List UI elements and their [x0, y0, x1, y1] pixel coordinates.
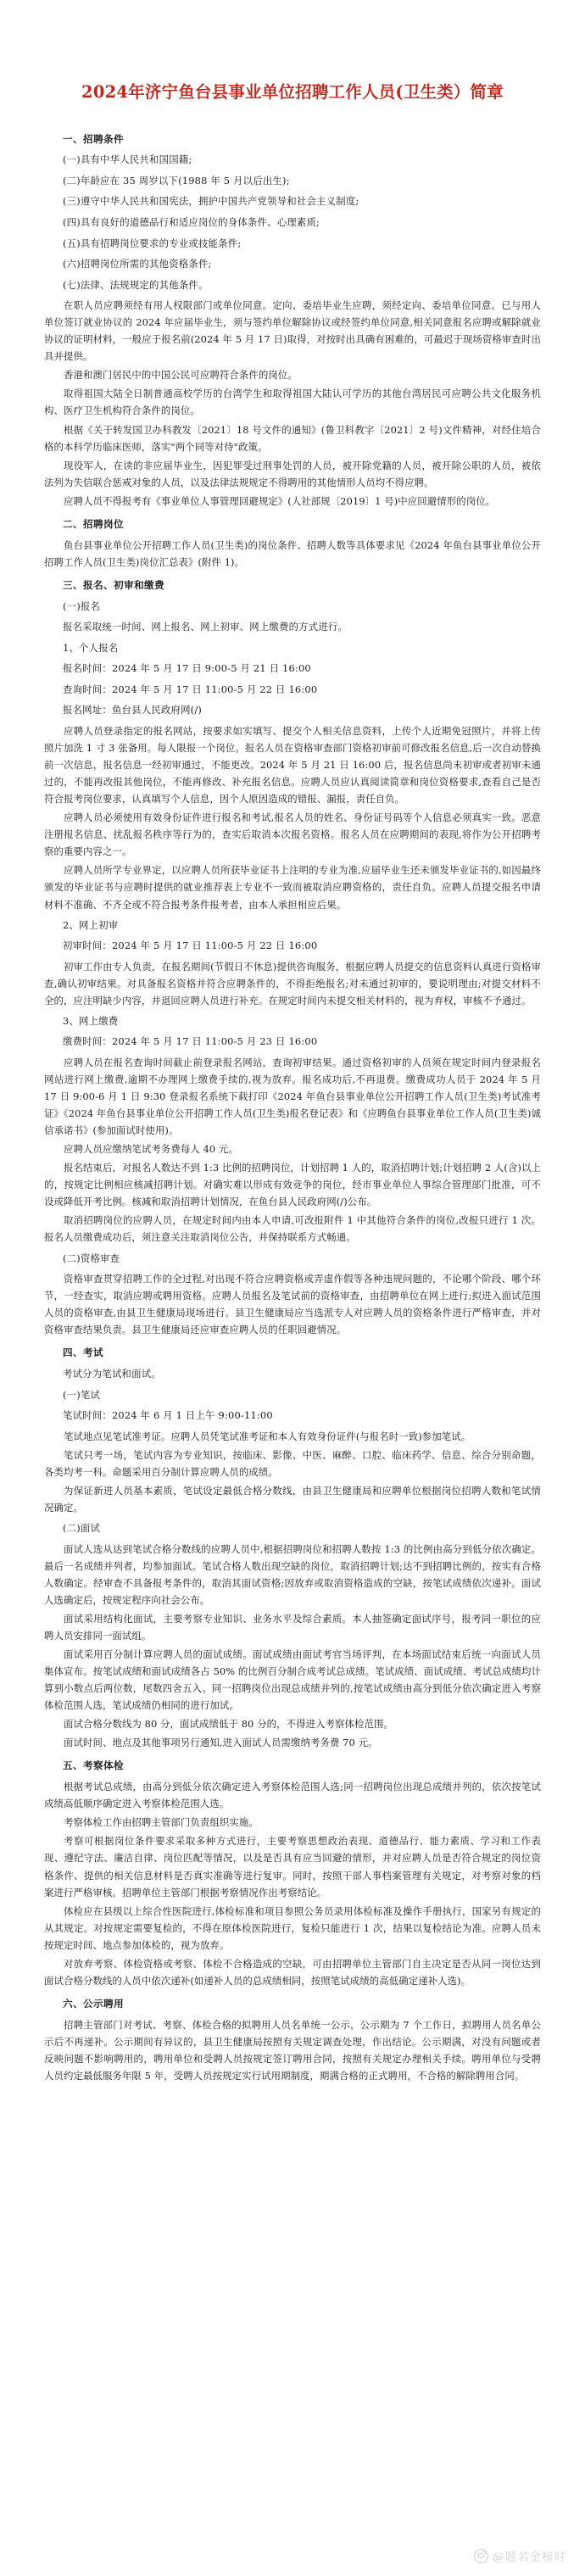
- paragraph-interview-candidates: 面试人选从达到笔试合格分数线的应聘人员中,根据招聘岗位和招聘人数按 1:3 的比例由高分到低分依次确定。最后一名成绩并列者，均参加面试。笔试合格人数出现空缺的岗位，取消招聘计划;达不到招聘比例的，按实有合格人数确定。经审查不具备报考条件的，取消其面试资格;因放弃或取消资格造成的空缺，按笔试成绩依次递补。面试人选确定后，按规定程序向社会公布。: [44, 1542, 541, 1606]
- paragraph-exam-venue: 笔试地点见笔试准考证。应聘人员凭笔试准考证和本人有效身份证件(与报名时一致)参加笔试。: [64, 1430, 471, 1442]
- paragraph-hk-macau-residents: 香港和澳门居民中的中国公民可应聘符合条件的岗位。: [64, 369, 298, 382]
- condition-item-5: (五)具有招聘岗位要求的专业或技能条件;: [63, 237, 242, 249]
- paragraph-policy-document: 根据《关于转发国卫办科教发〔2021〕18 号文件的通知》(鲁卫科教字〔2021〕2 号)文件精神，对经住培合格的本科学历临床医师，落实"两个同等对待"政策。: [44, 423, 541, 453]
- paragraph-major-definition: 应聘人员所学专业界定，以应聘人员所获毕业证书上注明的专业为准,应届毕业生还未颁发毕业证书的,如因最终颁发的毕业证书与应聘时提供的就业推荐表上专业不一致而被取消应聘资格的，责任自负。应聘人员提交报名申请材料不准确、不齐全或不符合报考条件报考者，由本人承担相应后果。: [44, 864, 541, 911]
- paragraph-qualification-review: 资格审查贯穿招聘工作的全过程,对出现不符合应聘资格或弄虚作假等各种违规问题的，不论哪个阶段、哪个环节，一经查实，取消应聘或聘用资格。应聘人员报名及笔试前的资格审查，由招聘单位在网上进行;拟进入面试范围人员的资格审查,由县卫生健康局现场进行。县卫生健康局应当选派专人对应聘人员的资格条件进行严格审查，并对资格审查结果负责。县卫生健康局还应审查应聘人员的任职回避情况。: [44, 1273, 541, 1336]
- line-exam-types: 考试分为笔试和面试。: [63, 1368, 161, 1380]
- section-heading-recruitment-positions: 二、招聘岗位: [63, 517, 124, 530]
- paragraph-registration-process: 应聘人员登录指定的报名网站，按要求如实填写、提交个人相关信息资料，上传个人近期免冠照片，并将上传照片加洗 1 寸 3 张备用。每人限报一个岗位。报名人员在资格审查部门资格初审前可修改报名信息,后一次自动替换前一次信息，报名信息一经初审通过，不能更改。2024 年 5 月 21 日 16:00 后，报名信息尚未初审或者初审未通过的，不能再改报其他岗位，不能再修改、补充报名信息。应聘人员应认真阅读简章和岗位资格要求,查看自己是否符合报考岗位要求，认真填写个人信息，因个人原因造成的错报、漏报，责任自负。: [44, 724, 541, 806]
- paragraph-position-summary: 鱼台县事业单位公开招聘工作人员(卫生类)的岗位条件、招聘人数等具体要求见《2024 年鱼台县事业单位公开招聘工作人员(卫生类)岗位汇总表》(附件 1)。: [44, 538, 541, 568]
- section-heading-inspection-physical: 五、考察体检: [63, 1759, 124, 1772]
- paragraph-inspection-selection: 根据考试总成绩，由高分到低分依次确定进入考察体检范围人选;同一招聘岗位出现总成绩并列的，依次按笔试成绩高低顺序确定进入考察体检范围人选。: [44, 1781, 541, 1810]
- line-registration-method: 报名采取统一时间、网上报名、网上初审、网上缴费的方式进行。: [63, 621, 348, 633]
- paragraph-interview-scoring: 面试采用百分制计算应聘人员的面试成绩。面试成绩由面试考官当场评判，在本场面试结束后统一向面试人员集体宣布。按笔试成绩和面试成绩各占 50% 的比例百分制合成考试总成绩。笔试成绩、面试成绩、考试总成绩均计算到小数点后两位数，尾数四舍五入。同一招聘岗位出现总成绩并列的,按笔试成绩由高分到低分依次确定进入考察体检范围人选，笔试成绩仍相同的进行加试。: [44, 1648, 541, 1712]
- watermark-text: @题名金榜时: [493, 2551, 566, 2564]
- weibo-icon: [474, 2549, 488, 2563]
- paragraph-taiwan-residents: 取得祖国大陆全日制普通高校学历的台湾学生和取得祖国大陆认可学历的其他台湾居民可应聘公共文化服务机构、医疗卫生机构符合条件的岗位。: [44, 388, 541, 417]
- paragraph-in-service-applicants: 在职人员应聘须经有用人权限部门或单位同意。定向、委培毕业生应聘，须经定向、委培单位同意。已与用人单位签订就业协议的 2024 年应届毕业生，须与签约单位解除协议或经签约单位同意,相关同意报名应聘或解除就业协议的证明材料，一般应于报名前(2024 年 5 月 17 日)取得，对按时出具确有困难的，可最迟于现场资格审查时出具并提供。: [44, 299, 541, 363]
- page-title: 2024年济宁鱼台县事业单位招聘工作人员(卫生类）简章: [81, 82, 504, 102]
- written-exam-time: 笔试时间：2024 年 6 月 1 日上午 9:00-11:00: [63, 1409, 273, 1422]
- watermark: [474, 2547, 566, 2564]
- subheading-registration: (一)报名: [63, 599, 101, 612]
- paragraph-avoidance-rule: 应聘人员不得报考有《事业单位人事管理回避规定》(人社部规〔2019〕1 号)中应回避情形的岗位。: [64, 494, 496, 507]
- subheading-interview: (二)面试: [63, 1522, 101, 1535]
- condition-item-4: (四)具有良好的道德品行和适应岗位的身体条件、心理素质;: [63, 216, 320, 228]
- paragraph-reapply-cancelled-post: 取消招聘岗位的应聘人员，在规定时间内由本人申请,可改报附件 1 中其他符合条件的岗位,改报只进行 1 次。报名人员缴费成功后，须注意关注取消岗位公告，并保持联系方式畅通。: [44, 1214, 541, 1244]
- paragraph-written-exam-fee: 应聘人员应缴纳笔试考务费每人 40 元。: [64, 1143, 238, 1156]
- paragraph-payment-process: 应聘人员在报名查询时间截止前登录报名网站，查询初审结果。通过资格初审的人员须在规定时间内登录报名网站进行网上缴费,逾期不办理网上缴费手续的,视为放弃。报名成功后,不再退费。缴费成功人员于 2024 年 5 月 17 日 9:00-6 月 1 日 9:30 登录报名系统下载打印《2024 年鱼台县事业单位公开招聘工作人员(卫生类)考试准考证》《2024 年鱼台县事业单位公开招聘工作人员(卫生类)报名登记表》和《应聘鱼台县事业单位工作人员(卫生类)诚信承诺书》(参加面试时使用)。: [44, 1056, 541, 1137]
- paragraph-vacancy-replacement: 对放弃考察、体检资格或考察、体检不合格造成的空缺，可由招聘单位主管部门自主决定是否从同一岗位达到面试合格分数线的人员中依次递补(如递补人员的总成绩相同，按照笔试成绩的高低确定递补人选)。: [44, 1957, 541, 1987]
- subheading-online-payment: 3、网上缴费: [63, 1014, 119, 1027]
- paragraph-ineligible-persons: 现役军人，在读的非应届毕业生，因犯罪受过刑事处罚的人员，被开除党籍的人员，被开除公职的人员，被依法列为失信联合惩戒对象的人员，以及法律法规规定不得聘用的其他情形人员均不得应聘。: [44, 459, 541, 488]
- paragraph-minimum-passing-score: 为保证新进人员基本素质，笔试设定最低合格分数线，由县卫生健康局和应聘单位根据岗位招聘人数和笔试情况确定。: [44, 1484, 541, 1514]
- registration-time: 报名时间：2024 年 5 月 17 日 9:00-5 月 21 日 16:00: [63, 662, 311, 675]
- registration-website: 报名网址：鱼台县人民政府网(/): [63, 704, 203, 716]
- paragraph-review-process: 初审工作由专人负责，在报名期间(节假日不休息)提供咨询服务，根据应聘人员提交的信息资料认真进行资格审查,确认初审结果。对具备报名资格并符合应聘条件的，不得拒绝报名;对未通过初审的，要说明理由;对提交材料不全的，应注明缺少内容，并退回应聘人员进行补充。在规定时间内未提交相关材料的，视为弃权，审核不予通过。: [44, 960, 541, 1006]
- section-heading-publicity-employment: 六、公示聘用: [63, 1997, 124, 2010]
- review-time: 初审时间：2024 年 5 月 17 日 11:00-5 月 22 日 16:00: [63, 940, 318, 952]
- section-heading-recruitment-conditions: 一、招聘条件: [63, 132, 124, 145]
- subheading-qualification-review: (二)资格审查: [63, 1252, 120, 1264]
- paragraph-interview-format: 面试采用结构化面试，主要考察专业知识、业务水平及综合素质。本人抽签确定面试序号，报考同一职位的应聘人员安排同一面试组。: [44, 1612, 541, 1642]
- paragraph-publicity-employment: 招聘主管部门对考试、考察、体检合格的拟聘用人员名单统一公示，公示期为 7 个工作日，拟聘用人员名单公示后不再递补。公示期间有异议的，县卫生健康局按照有关规定调查处理，作出结论。公示期满，对没有问题或者反映问题不影响聘用的，聘用单位和受聘人员按规定签订聘用合同，按照有关规定办理相关手续。聘用单位与受聘人员约定最低服务年限 5 年，受聘人员按规定实行试用期制度，期满合格的正式聘用，不合格的解除聘用合同。: [44, 2018, 541, 2083]
- paragraph-inspection-content: 考察可根据岗位条件要求采取多种方式进行，主要考察思想政治表现、道德品行、能力素质、学习和工作表现、遵纪守法、廉洁自律、岗位匹配等情况，以及是否具有应当回避的情形，并对应聘人员是否符合规定的岗位资格条件、提供的相关信息材料是否真实准确等进行复审。同时，按照干部人事档案管理有关规定，对考察对象的档案进行严格审核。招聘单位主管部门根据考察情况作出考察结论。: [44, 1835, 541, 1899]
- subheading-personal-registration: 1、个人报名: [63, 641, 119, 654]
- paragraph-interview-passing-line: 面试合格分数线为 80 分，面试成绩低于 80 分的，不得进入考察体检范围。: [64, 1718, 393, 1731]
- condition-item-2: (二)年龄应在 35 周岁以下(1988 年 5 月以后出生);: [63, 174, 290, 187]
- condition-item-3: (三)遵守中华人民共和国宪法，拥护中国共产党领导和社会主义制度;: [63, 195, 359, 208]
- paragraph-identity-documents: 应聘人员必须使用有效身份证件进行报名和考试,报名人员的姓名、身份证号码等个人信息必须真实一致。恶意注册报名信息、扰乱报名秩序等行为的，查实后取消本次报名资格。报名人员在应聘期间的表现,将作为公开招聘考察的重要内容之一。: [44, 811, 541, 858]
- query-time: 查询时间：2024 年 5 月 17 日 11:00-5 月 22 日 16:00: [63, 683, 318, 695]
- paragraph-inspection-organizer: 考察体检工作由招聘主管部门负责组织实施。: [64, 1816, 259, 1829]
- paragraph-interview-fee: 面试时间、地点及其他事项另行通知,进入面试人员需缴纳考务费 70 元。: [64, 1737, 378, 1749]
- condition-item-7: (七)法律、法规规定的其他条件。: [63, 278, 209, 291]
- condition-item-1: (一)具有中华人民共和国国籍;: [63, 153, 192, 166]
- section-heading-registration: 三、报名、初审和缴费: [63, 578, 164, 591]
- payment-time: 缴费时间：2024 年 5 月 17 日 11:00-5 月 23 日 16:00: [63, 1035, 318, 1048]
- condition-item-6: (六)招聘岗位所需的其他资格条件;: [63, 258, 212, 270]
- subheading-online-review: 2、网上初审: [63, 918, 119, 931]
- paragraph-exam-content: 笔试只考一场，笔试内容为专业知识，按临床、影像、中医、麻醉、口腔、临床药学、信息、综合分别命题，各类均考一科。命题采用百分制计算应聘人员的成绩。: [44, 1448, 541, 1478]
- subheading-written-exam: (一)笔试: [63, 1388, 101, 1401]
- paragraph-physical-standards: 体检应在县级以上综合性医院进行,体检标准和项目参照公务员录用体检标准及操作手册执行，国家另有规定的从其规定。对按规定需要复检的，不得在原体检医院进行，复检只能进行 1 次，结果以复检结论为准。应聘人员未按规定时间、地点参加体检的，视为放弃。: [44, 1904, 541, 1951]
- paragraph-ratio-cancellation: 报名结束后，对报名人数达不到 1:3 比例的招聘岗位，计划招聘 1 人的，取消招聘计划;计划招聘 2 人(含)以上的，按规定比例相应核减招聘计划。对确实难以形成有效竞争的岗位，经市事业单位人事综合管理部门批准，可不设或降低开考比例。核减和取消招聘计划情况，在鱼台县人民政府网(/)公布。: [44, 1162, 541, 1208]
- section-heading-examination: 四、考试: [63, 1347, 103, 1359]
